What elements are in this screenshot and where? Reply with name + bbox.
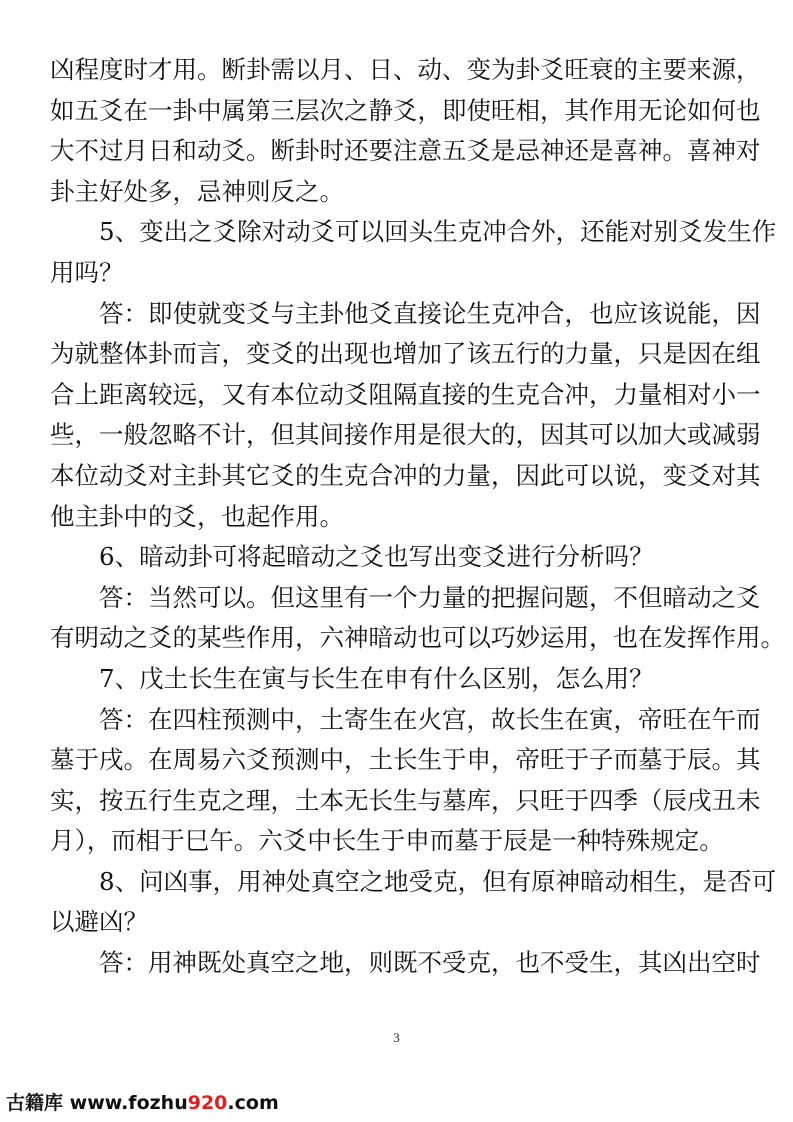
question-line: 8、问凶事，用神处真空之地受克，但有原神暗动相生，是否可 bbox=[99, 866, 777, 896]
question-line: 5、变出之爻除对动爻可以回头生克冲合外，还能对别爻发生作 bbox=[99, 217, 777, 247]
text-line: 大不过月日和动爻。断卦时还要注意五爻是忌神还是喜神。喜神对 bbox=[50, 136, 761, 166]
answer-line: 合上距离较远，又有本位动爻阻隔直接的生克合冲，力量相对小一 bbox=[50, 379, 761, 409]
question-line: 7、戊土长生在寅与长生在申有什么区别，怎么用？ bbox=[99, 663, 654, 693]
answer-line: 墓于戌。在周易六爻预测中，土长生于申，帝旺于子而墓于辰。其 bbox=[50, 745, 761, 775]
watermark-url-prefix: www.fozhu bbox=[69, 1092, 188, 1114]
answer-line: 答：即使就变爻与主卦他爻直接论生克冲合，也应该说能，因 bbox=[99, 298, 761, 328]
site-watermark bbox=[6, 1088, 279, 1115]
text-line: 如五爻在一卦中属第三层次之静爻，即使旺相，其作用无论如何也 bbox=[50, 95, 761, 125]
answer-line: 有明动之爻的某些作用，六神暗动也可以巧妙运用，也在发挥作用。 bbox=[50, 623, 785, 653]
answer-line: 答：当然可以。但这里有一个力量的把握问题，不但暗动之爻 bbox=[99, 582, 761, 612]
text-line: 凶程度时才用。断卦需以月、日、动、变为卦爻旺衰的主要来源， bbox=[50, 55, 761, 84]
watermark-url-accent: 920 bbox=[187, 1092, 228, 1114]
watermark-url-suffix: .com bbox=[227, 1092, 279, 1114]
answer-line: 些，一般忽略不计，但其间接作用是很大的，因其可以加大或减弱 bbox=[50, 420, 761, 450]
body-text bbox=[50, 50, 785, 984]
answer-line: 本位动爻对主卦其它爻的生克合冲的力量，因此可以说，变爻对其 bbox=[50, 460, 761, 490]
text-line: 卦主好处多，忌神则反之。 bbox=[50, 176, 344, 206]
watermark-site-name: 古籍库 bbox=[6, 1092, 64, 1114]
watermark-url bbox=[70, 1092, 279, 1114]
answer-line: 为就整体卦而言，变爻的出现也增加了该五行的力量，只是因在组 bbox=[50, 339, 761, 369]
question-line: 以避凶？ bbox=[50, 907, 148, 937]
answer-line: 实，按五行生克之理，土本无长生与墓库，只旺于四季（辰戌丑未 bbox=[50, 785, 761, 815]
answer-line: 月），而相于巳午。六爻中长生于申而墓于辰是一种特殊规定。 bbox=[50, 826, 724, 856]
question-line: 6、暗动卦可将起暗动之爻也写出变爻进行分析吗？ bbox=[99, 542, 654, 572]
question-line: 用吗？ bbox=[50, 257, 124, 287]
page-number: 3 bbox=[393, 1030, 400, 1045]
answer-line: 他主卦中的爻，也起作用。 bbox=[50, 501, 344, 531]
answer-line: 答：用神既处真空之地，则既不受克，也不受生，其凶出空时 bbox=[99, 948, 761, 978]
answer-line: 答：在四柱预测中，土寄生在火宫，故长生在寅，帝旺在午而 bbox=[99, 704, 761, 734]
